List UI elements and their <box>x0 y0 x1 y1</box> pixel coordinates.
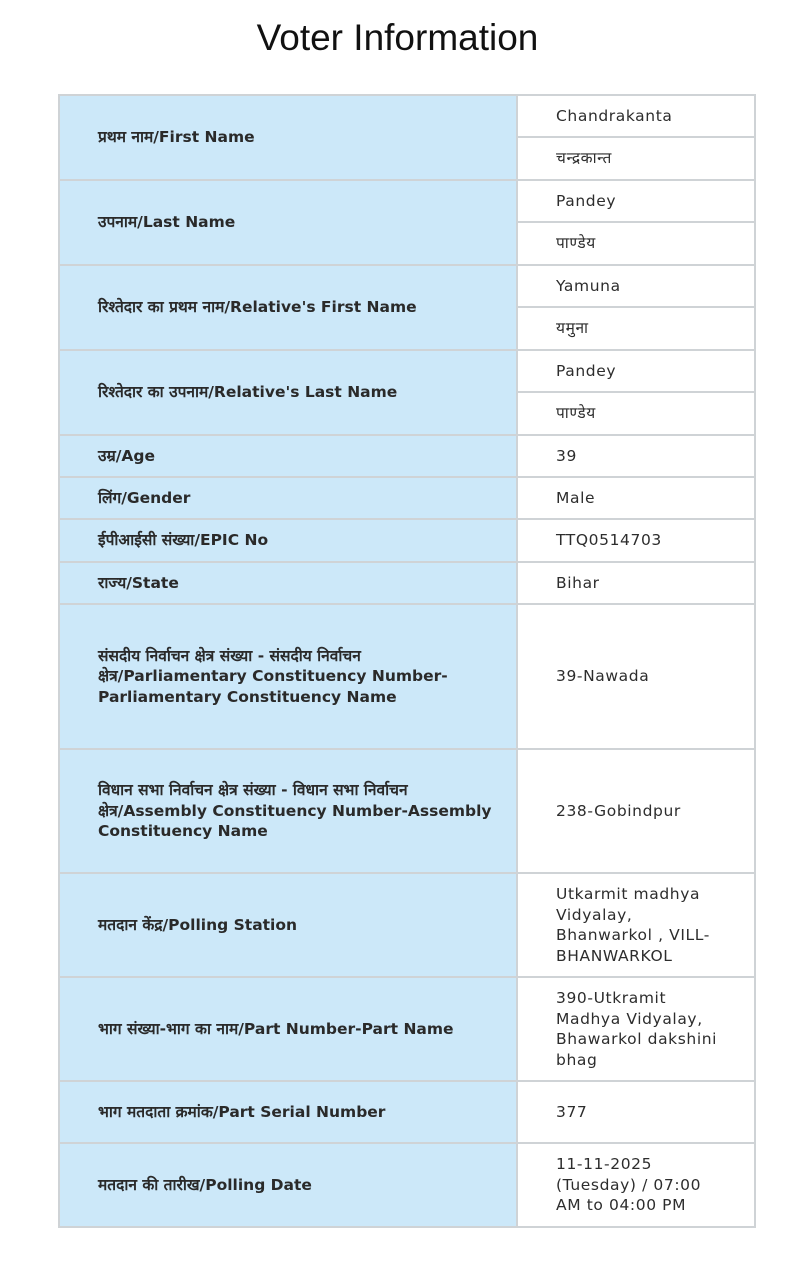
field-value-relative-first-name-en: Yamuna <box>517 265 755 307</box>
field-label-gender: लिंग/Gender <box>59 477 517 519</box>
table-row <box>59 265 755 307</box>
field-label-last-name: उपनाम/Last Name <box>59 180 517 265</box>
field-label-assembly-constituency: विधान सभा निर्वाचन क्षेत्र संख्या - विधान सभा निर्वाचन क्षेत्र/Assembly Constituency Number-Assembly Constituency Name <box>59 749 517 873</box>
field-label-age: उम्र/Age <box>59 435 517 477</box>
field-value-parliamentary-constituency: 39-Nawada <box>517 604 755 749</box>
field-value-gender: Male <box>517 477 755 519</box>
field-value-last-name-en: Pandey <box>517 180 755 222</box>
field-value-assembly-constituency: 238-Gobindpur <box>517 749 755 873</box>
field-label-part-serial-number: भाग मतदाता क्रमांक/Part Serial Number <box>59 1081 517 1143</box>
table-row <box>59 604 755 749</box>
table-row <box>59 749 755 873</box>
field-label-polling-date: मतदान की तारीख/Polling Date <box>59 1143 517 1227</box>
field-label-part-number-name: भाग संख्या-भाग का नाम/Part Number-Part Name <box>59 977 517 1081</box>
table-row <box>59 977 755 1081</box>
table-row <box>59 519 755 562</box>
table-row <box>59 1143 755 1227</box>
field-label-parliamentary-constituency: संसदीय निर्वाचन क्षेत्र संख्या - संसदीय निर्वाचन क्षेत्र/Parliamentary Constituency Number-Parliamentary Constituency Name <box>59 604 517 749</box>
field-label-first-name: प्रथम नाम/First Name <box>59 95 517 180</box>
field-label-relative-last-name: रिश्तेदार का उपनाम/Relative's Last Name <box>59 350 517 435</box>
table-row <box>59 1081 755 1143</box>
field-value-epic-no: TTQ0514703 <box>517 519 755 562</box>
field-value-last-name-hi: पाण्डेय <box>517 222 755 265</box>
field-value-relative-first-name-hi: यमुना <box>517 307 755 350</box>
field-value-relative-last-name-en: Pandey <box>517 350 755 392</box>
table-row <box>59 350 755 392</box>
page-title: Voter Information <box>256 17 539 58</box>
table-row <box>59 873 755 977</box>
field-value-polling-date: 11-11-2025 (Tuesday) / 07:00 AM to 04:00 PM <box>517 1143 755 1227</box>
field-value-first-name-hi: चन्द्रकान्त <box>517 137 755 180</box>
table-row <box>59 180 755 222</box>
table-row <box>59 435 755 477</box>
table-row <box>59 477 755 519</box>
field-value-age: 39 <box>517 435 755 477</box>
table-row <box>59 562 755 604</box>
field-label-state: राज्य/State <box>59 562 517 604</box>
field-label-relative-first-name: रिश्तेदार का प्रथम नाम/Relative's First Name <box>59 265 517 350</box>
table-row <box>59 95 755 137</box>
field-value-polling-station: Utkarmit madhya Vidyalay, Bhanwarkol , VILL-BHANWARKOL <box>517 873 755 977</box>
field-value-state: Bihar <box>517 562 755 604</box>
field-value-part-serial-number: 377 <box>517 1081 755 1143</box>
field-value-relative-last-name-hi: पाण्डेय <box>517 392 755 435</box>
field-label-polling-station: मतदान केंद्र/Polling Station <box>59 873 517 977</box>
field-label-epic-no: ईपीआईसी संख्या/EPIC No <box>59 519 517 562</box>
voter-info-table <box>58 94 756 1228</box>
field-value-first-name-en: Chandrakanta <box>517 95 755 137</box>
field-value-part-number-name: 390-Utkramit Madhya Vidyalay, Bhawarkol dakshini bhag <box>517 977 755 1081</box>
